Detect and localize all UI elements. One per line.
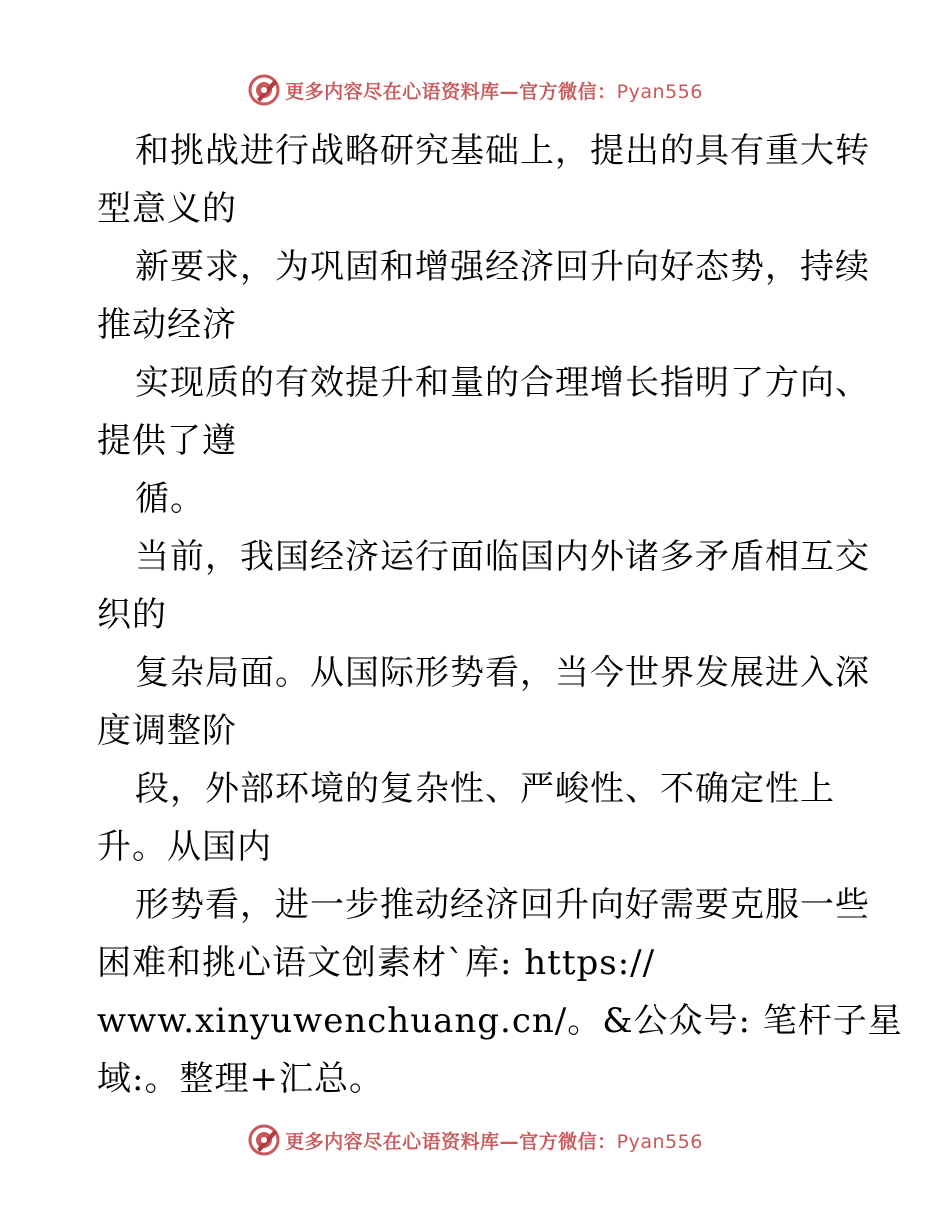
text-line: 域:。整理+汇总。 <box>97 1059 384 1099</box>
document-body <box>97 122 903 1108</box>
footer-banner <box>0 1120 950 1160</box>
brand-logo-icon <box>247 73 281 107</box>
text-line: 形势看，进一步推动经济回升向好需要克服一些 <box>135 885 870 925</box>
text-line: 织的 <box>97 595 167 635</box>
text-line: 和挑战进行战略研究基础上，提出的具有重大转 <box>135 131 870 171</box>
footer-wechat-id: Pyan556 <box>616 1130 703 1153</box>
header-banner-text: 更多内容尽在心语资料库—官方微信：Pyan556 <box>285 80 703 103</box>
text-line: 推动经济 <box>97 305 237 345</box>
text-line: 度调整阶 <box>97 711 237 751</box>
text-line: 升。从国内 <box>97 827 272 867</box>
text-line: 循。 <box>135 479 205 519</box>
text-line: 复杂局面。从国际形势看，当今世界发展进入深 <box>135 653 870 693</box>
text-line: www.xinyuwenchuang.cn/。&公众号: 笔杆子星 <box>97 1001 903 1041</box>
text-line: 实现质的有效提升和量的合理增长指明了方向、 <box>135 363 870 403</box>
footer-banner-text: 更多内容尽在心语资料库—官方微信：Pyan556 <box>285 1130 703 1153</box>
brand-logo-icon <box>247 1123 281 1157</box>
header-banner <box>0 70 950 110</box>
text-line: 段，外部环境的复杂性、严峻性、不确定性上 <box>135 769 835 809</box>
header-wechat-id: Pyan556 <box>616 80 703 103</box>
text-line: 困难和挑心语文创素材`库: https:// <box>97 943 656 983</box>
text-line: 当前，我国经济运行面临国内外诸多矛盾相互交 <box>135 537 870 577</box>
text-line: 新要求，为巩固和增强经济回升向好态势，持续 <box>135 247 870 287</box>
text-line: 型意义的 <box>97 189 237 229</box>
text-line: 提供了遵 <box>97 421 237 461</box>
